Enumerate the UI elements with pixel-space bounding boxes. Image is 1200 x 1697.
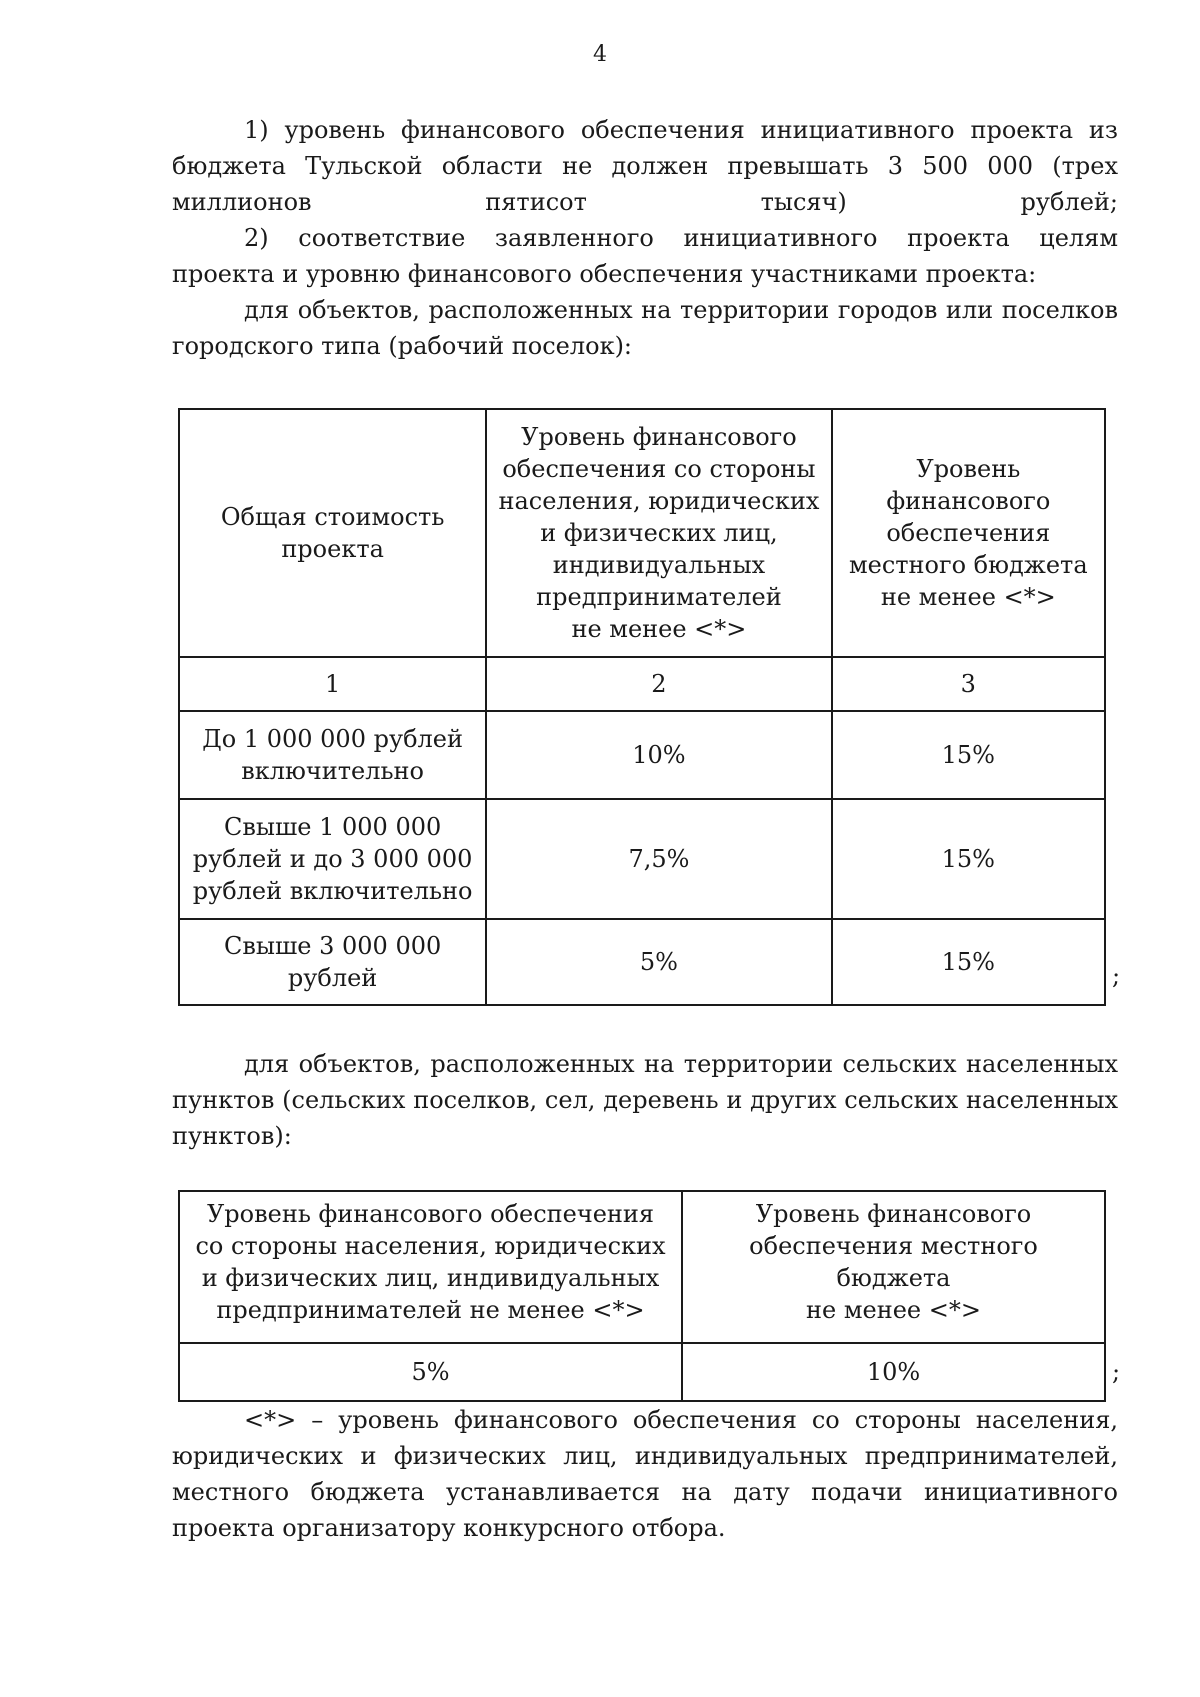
budget-share-cell: 15% [832, 799, 1105, 919]
cost-cell: Свыше 1 000 000 рублей и до 3 000 000 рублей включительно [179, 799, 486, 919]
table-header-row [179, 1191, 1105, 1343]
paragraph-rural-objects: для объектов, расположенных на территории сельских населенных пунктов (сельских поселков, сел, деревень и других сельских населенных пунктов): [172, 1050, 1118, 1150]
table-row [179, 799, 1105, 919]
paragraph-urban-objects: для объектов, расположенных на территории городов или поселков городского типа (рабочий поселок): [172, 296, 1118, 360]
table-trailing-semicolon: ; [1112, 962, 1121, 990]
population-share-cell: 10% [486, 711, 831, 799]
header-local-budget-share: Уровень финансового обеспечения местного бюджета не менее <*> [832, 409, 1105, 657]
table-header-row [179, 409, 1105, 657]
paragraph-project-compliance: 2) соответствие заявленного инициативного проекта целям проекта и уровню финансового обеспечения участниками проекта: [172, 224, 1118, 288]
urban-financing-table [178, 408, 1106, 1006]
rural-financing-table [178, 1190, 1106, 1402]
table-row [179, 1343, 1105, 1401]
cost-cell: До 1 000 000 рублей включительно [179, 711, 486, 799]
header-population-share: Уровень финансового обеспечения со стороны населения, юридических и физических лиц, индивидуальных предпринимателей не менее <*> [486, 409, 831, 657]
cost-cell: Свыше 3 000 000 рублей [179, 919, 486, 1005]
population-share-cell: 5% [179, 1343, 682, 1401]
table-trailing-semicolon: ; [1112, 1358, 1121, 1386]
column-number: 1 [179, 657, 486, 711]
column-number: 2 [486, 657, 831, 711]
page-number: 4 [593, 42, 607, 67]
population-share-cell: 5% [486, 919, 831, 1005]
table-column-numbers-row [179, 657, 1105, 711]
paragraph-financing-limit: 1) уровень финансового обеспечения инициативного проекта из бюджета Тульской области не должен превышать 3 500 000 (трех миллионов пятисот тысяч) рублей; [172, 116, 1118, 216]
population-share-cell: 7,5% [486, 799, 831, 919]
header-population-share: Уровень финансового обеспечения со стороны населения, юридических и физических лиц, индивидуальных предпринимателей не менее <*> [179, 1191, 682, 1343]
header-total-cost: Общая стоимость проекта [179, 409, 486, 657]
header-local-budget-share: Уровень финансового обеспечения местного бюджета не менее <*> [682, 1191, 1105, 1343]
budget-share-cell: 10% [682, 1343, 1105, 1401]
budget-share-cell: 15% [832, 919, 1105, 1005]
budget-share-cell: 15% [832, 711, 1105, 799]
footnote: <*> – уровень финансового обеспечения со стороны населения, юридических и физических лиц, индивидуальных предпринимателей, местного бюджета устанавливается на дату подачи инициативного проекта организатору конкурсного отбора. [172, 1406, 1118, 1542]
table-row [179, 711, 1105, 799]
column-number: 3 [832, 657, 1105, 711]
table-row [179, 919, 1105, 1005]
